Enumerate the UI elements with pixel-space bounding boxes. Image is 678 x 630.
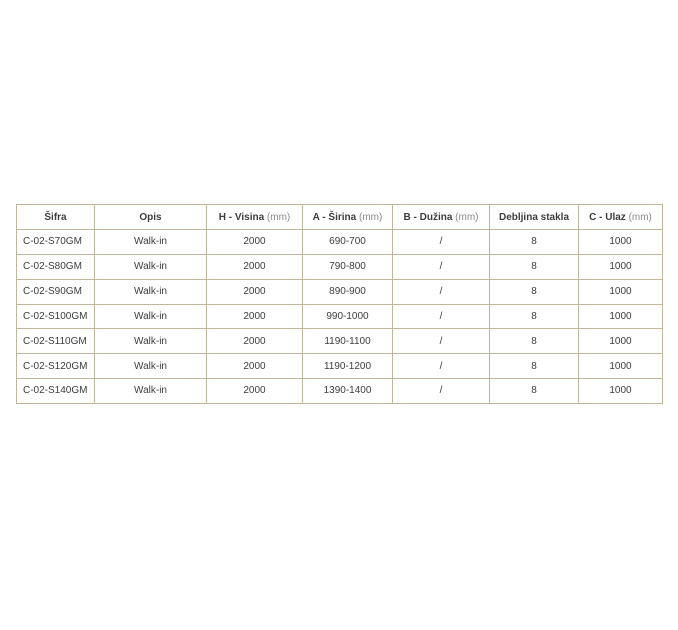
cell-sifra: C-02-S80GM	[17, 254, 95, 279]
cell-ulaz: 1000	[579, 354, 663, 379]
cell-opis: Walk-in	[95, 379, 207, 404]
cell-visina: 2000	[207, 379, 303, 404]
cell-duzina: /	[393, 329, 490, 354]
cell-visina: 2000	[207, 354, 303, 379]
cell-sirina: 1190-1100	[303, 329, 393, 354]
cell-sifra: C-02-S120GM	[17, 354, 95, 379]
header-unit: (mm)	[455, 211, 479, 223]
cell-debljina-stakla: 8	[490, 329, 579, 354]
cell-ulaz: 1000	[579, 254, 663, 279]
table-row	[17, 329, 663, 354]
header-label: Šifra	[44, 211, 67, 223]
cell-visina: 2000	[207, 230, 303, 255]
cell-duzina: /	[393, 279, 490, 304]
table-row	[17, 354, 663, 379]
cell-opis: Walk-in	[95, 329, 207, 354]
table-row	[17, 304, 663, 329]
cell-sirina: 990-1000	[303, 304, 393, 329]
cell-opis: Walk-in	[95, 304, 207, 329]
table-row	[17, 230, 663, 255]
table-row	[17, 279, 663, 304]
header-sirina	[303, 205, 393, 230]
header-visina	[207, 205, 303, 230]
header-unit: (mm)	[266, 211, 291, 223]
cell-debljina-stakla: 8	[490, 354, 579, 379]
header-unit: (mm)	[358, 211, 383, 223]
header-label: B - Dužina	[403, 211, 453, 223]
header-label: A - Širina	[312, 211, 357, 223]
cell-ulaz: 1000	[579, 379, 663, 404]
cell-opis: Walk-in	[95, 254, 207, 279]
cell-opis: Walk-in	[95, 354, 207, 379]
cell-sifra: C-02-S90GM	[17, 279, 95, 304]
cell-debljina-stakla: 8	[490, 254, 579, 279]
cell-ulaz: 1000	[579, 329, 663, 354]
cell-opis: Walk-in	[95, 279, 207, 304]
cell-sifra: C-02-S110GM	[17, 329, 95, 354]
header-duzina	[393, 205, 490, 230]
header-debljina-stakla	[490, 205, 579, 230]
cell-ulaz: 1000	[579, 304, 663, 329]
cell-visina: 2000	[207, 304, 303, 329]
cell-sifra: C-02-S70GM	[17, 230, 95, 255]
cell-visina: 2000	[207, 329, 303, 354]
cell-sirina: 790-800	[303, 254, 393, 279]
cell-debljina-stakla: 8	[490, 304, 579, 329]
cell-ulaz: 1000	[579, 230, 663, 255]
header-unit: (mm)	[628, 211, 652, 223]
cell-visina: 2000	[207, 279, 303, 304]
cell-duzina: /	[393, 304, 490, 329]
cell-visina: 2000	[207, 254, 303, 279]
table-row	[17, 254, 663, 279]
cell-sifra: C-02-S140GM	[17, 379, 95, 404]
cell-sifra: C-02-S100GM	[17, 304, 95, 329]
cell-debljina-stakla: 8	[490, 230, 579, 255]
header-opis	[95, 205, 207, 230]
cell-duzina: /	[393, 379, 490, 404]
header-sifra	[17, 205, 95, 230]
cell-duzina: /	[393, 354, 490, 379]
header-label: Debljina stakla	[498, 211, 570, 223]
cell-ulaz: 1000	[579, 279, 663, 304]
cell-duzina: /	[393, 230, 490, 255]
header-label: Opis	[139, 211, 162, 223]
cell-debljina-stakla: 8	[490, 379, 579, 404]
header-label: C - Ulaz	[589, 211, 626, 223]
cell-sirina: 1190-1200	[303, 354, 393, 379]
header-ulaz	[579, 205, 663, 230]
cell-sirina: 690-700	[303, 230, 393, 255]
product-spec-table	[16, 204, 663, 404]
header-label: H - Visina	[218, 211, 265, 223]
cell-opis: Walk-in	[95, 230, 207, 255]
table-row	[17, 379, 663, 404]
cell-duzina: /	[393, 254, 490, 279]
cell-debljina-stakla: 8	[490, 279, 579, 304]
cell-sirina: 1390-1400	[303, 379, 393, 404]
table-header-row	[17, 205, 663, 230]
cell-sirina: 890-900	[303, 279, 393, 304]
